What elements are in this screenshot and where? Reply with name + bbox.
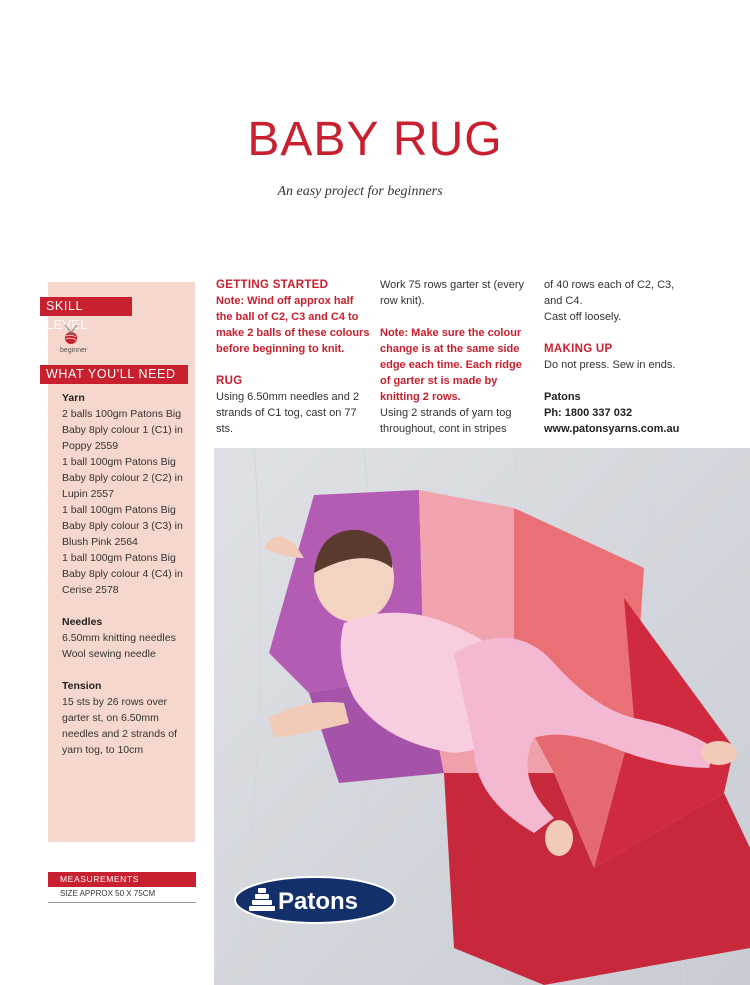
column-getting-started	[216, 277, 372, 437]
needles-item: 6.50mm knitting needles	[62, 632, 176, 644]
page-title: BABY RUG	[247, 113, 503, 166]
making-up-heading: MAKING UP	[544, 343, 613, 355]
what-you-need-label: WHAT YOU'LL NEED	[40, 365, 188, 384]
website-link[interactable]: www.patonsyarns.com.au	[544, 423, 680, 435]
yarn-item: 2 balls 100gm Patons Big Baby 8ply colour 1 (C1) in Poppy 2559	[62, 408, 183, 452]
materials-list	[62, 390, 197, 774]
yarn-ball-icon	[60, 323, 82, 347]
skill-level-caption: beginner	[60, 347, 88, 354]
measurements-value: SIZE APPROX 50 X 75CM	[48, 889, 196, 903]
rug-heading: RUG	[216, 375, 243, 387]
getting-started-note: Note: Wind off approx half the ball of C2, C3 and C4 to make 2 balls of these colours before beginning to knit.	[216, 295, 370, 355]
skill-level-label: SKILL LEVEL	[40, 297, 132, 316]
needles-item: Wool sewing needle	[62, 648, 156, 660]
yarn-item: 1 ball 100gm Patons Big Baby 8ply colour 2 (C2) in Lupin 2557	[62, 456, 183, 500]
yarn-item: 1 ball 100gm Patons Big Baby 8ply colour 4 (C4) in Cerise 2578	[62, 552, 183, 596]
yarn-item: 1 ball 100gm Patons Big Baby 8ply colour 3 (C3) in Blush Pink 2564	[62, 504, 183, 548]
column-pattern	[380, 277, 530, 437]
colour-change-note: Note: Make sure the colour change is at the same side edge each time. Each ridge of garter st is made by knitting 2 rows.	[380, 327, 522, 403]
making-up-text: Do not press. Sew in ends.	[544, 359, 676, 371]
getting-started-heading: GETTING STARTED	[216, 279, 329, 291]
cast-off-text: Cast off loosely.	[544, 311, 622, 323]
page-subtitle: An easy project for beginners	[277, 184, 443, 199]
rug-text: Using 6.50mm needles and 2 strands of C1 tog, cast on 77 sts.	[216, 391, 360, 435]
tension-heading: Tension	[62, 680, 102, 692]
tension-text: 15 sts by 26 rows over garter st, on 6.50mm needles and 2 strands of yarn tog, to 10cm	[62, 696, 177, 756]
column-making-up	[544, 277, 694, 437]
measurements-label: MEASUREMENTS	[48, 872, 196, 887]
logo-text: Patons	[278, 888, 359, 915]
yarn-heading: Yarn	[62, 392, 85, 404]
phone-number: Ph: 1800 337 032	[544, 407, 633, 419]
stripes-continued: of 40 rows each of C2, C3, and C4.	[544, 279, 675, 307]
brand-name: Patons	[544, 391, 581, 403]
work-text: Work 75 rows garter st (every row knit).	[380, 279, 525, 307]
patons-logo	[234, 876, 396, 924]
needles-heading: Needles	[62, 616, 103, 628]
stripes-text: Using 2 strands of yarn tog throughout, cont in stripes	[380, 407, 512, 435]
